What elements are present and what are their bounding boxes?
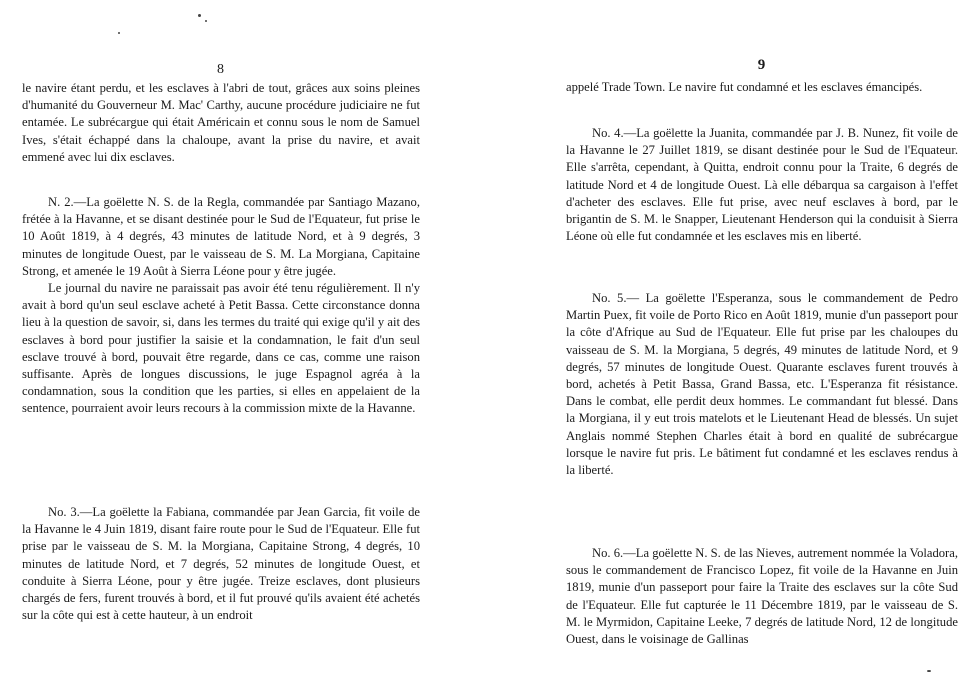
right-page [566, 0, 958, 687]
paragraph [566, 79, 958, 96]
paragraph [22, 80, 420, 166]
paragraph-text: No. 3.—La goëlette la Fabiana, commandée par Jean Garcia, fit voile de la Havanne le 4 Juin 1819, disant faire route pour le Sud de l'Equateur. Elle fut prise par le vaisseau de S. M. la Morgiana, Capitaine Strong, 4 degrés, 10 minutes de latitude Nord, et 7 degrés, 52 minutes de longitude Ouest, et conduite à Sierra Léone, pour y être jugée. Treize esclaves, dont plusieurs chargés de fers, furent trouvés à bord, et il fut prouvé qu'ils avaient été achetés sur la côte qui est à cette hauteur, à un endroit [22, 505, 420, 623]
paragraph-text: Le journal du navire ne paraissait pas avoir été tenu régulièrement. Il n'y avait à bord qu'un seul esclave acheté à Petit Bassa. Cette circonstance donna lieu à la question de savoir, si, dans les termes du traité qui exige qu'il y ait des esclaves à bord pour justifier la saisie et la condamnation, le fait d'un seul esclave trouvé à bord, pouvait être regarde, dans ce cas, comme une raison suffisante. Après de longues discussions, le juge Espagnol agréa à la condamnation, sous la condition que les parties, si elles en appelaient de la sentence, pourraient avoir leurs recours à la commission mixte de la Havanne. [22, 281, 420, 416]
paragraph-text: No. 4.—La goëlette la Juanita, commandée par J. B. Nunez, fit voile de la Havanne le 27 Juillet 1819, se disant destinée pour le Sud de l'Equateur. Elle s'arrêta, cependant, à Quitta, endroit connu pour la Traite, 6 degrés de latitude Nord et 4 de longitude Ouest. Là elle débarqua sa cargaison à l'effet d'acheter des esclaves. Elle fut prise, avec neuf esclaves à bord, par le brigantin de S. M. le Snapper, Lieutenant Henderson qui la conduisit à Sierra Léone où elle fut condamnée et les esclaves mis en liberté. [566, 126, 958, 244]
page-number: 9 [757, 57, 767, 73]
paragraph [22, 194, 420, 418]
paragraph-text: No. 6.—La goëlette N. S. de las Nieves, autrement nommée la Voladora, sous le commandement de Francisco Lopez, fit voile de la Havanne en Juin 1819, munie d'un passeport pour faire la Traite des esclaves sur la côte Sud de l'Equateur. Elle fut capturée le 11 Décembre 1819, par le vaisseau de S. M. le Myrmidon, Capitaine Leeke, 7 degrés de latitude Nord, 12 de longitude Ouest, dans le voisinage de Gallinas [566, 546, 958, 647]
paragraph [566, 125, 958, 245]
paragraph-text: appelé Trade Town. Le navire fut condamné et les esclaves émancipés. [566, 80, 923, 94]
ink-speck [118, 32, 120, 34]
left-page [22, 0, 420, 687]
ink-speck [927, 670, 931, 672]
paragraph [566, 290, 958, 479]
paragraph-text: le navire étant perdu, et les esclaves à l'abri de tout, grâces aux soins pleines d'humanité du Gouverneur M. Mac' Carthy, aucune procédure judiciaire ne fut entamée. Le subrécargue qui était Américain et connu sous le nom de Samuel Ives, s'était échappé dans la chaloupe, avant la prise du navire, et avait emmené avec lui dix esclaves. [22, 81, 420, 164]
paragraph-text: No. 5.— La goëlette l'Esperanza, sous le commandement de Pedro Martin Puex, fit voile de Porto Rico en Août 1819, munie d'un passeport pour la côte d'Afrique au Sud de l'Equateur. Elle fut prise par les chaloupes du vaisseau de S. M. la Morgiana, 5 degrés, 49 minutes de latitude Nord, et 9 degrés, 57 minutes de longitude Ouest. Quarante esclaves furent trouvés à bord, achetés à Petit Bassa, Grand Bassa, etc. L'Esperanza fit résistance. Dans le combat, elle perdit deux hommes. Le commandant fut blessé. Dans la Morgiana, il y eut trois matelots et le Lieutenant Head de blessés. Un sujet Anglais nommé Stephen Charles était à bord en qualité de subrécargue lorsque le navire fut pris. Le bâtiment fut condamné et les esclaves rendus à la liberté. [566, 291, 958, 478]
paragraph [566, 545, 958, 648]
ink-speck [205, 20, 207, 22]
page-number: 8 [217, 62, 225, 77]
paragraph-text: N. 2.—La goëlette N. S. de la Regla, commandée par Santiago Mazano, frétée à la Havanne, et se disant destinée pour le Sud de l'Equateur, fut prise le 10 Août 1819, à 4 degrés, 43 minutes de latitude Nord, et à 9 degrés, 3 minutes de longitude Ouest, par le vaisseau de S. M. La Morgiana, Capitaine Strong, et amenée le 19 Août à Sierra Léone pour y être jugée. [22, 195, 420, 278]
ink-speck [198, 14, 201, 17]
paragraph [22, 504, 420, 624]
